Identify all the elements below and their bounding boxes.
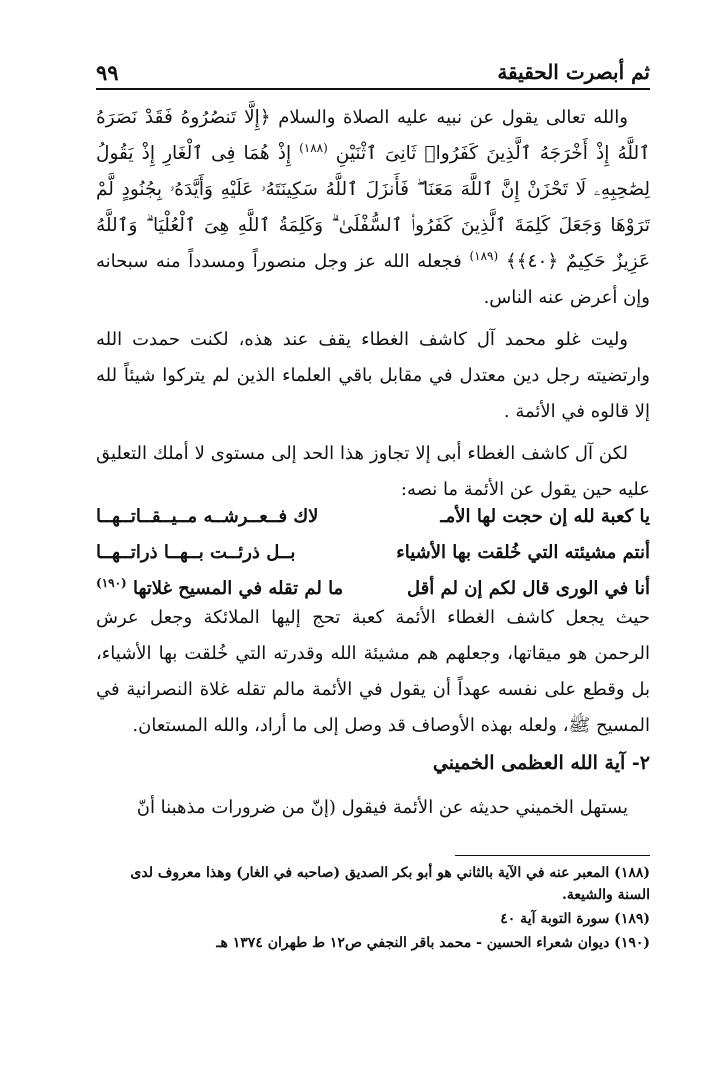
footnote-189: (١٨٩) سورة التوبة آية ٤٠ xyxy=(500,911,650,927)
poem-hemistich-second: لاك فــعــرشــه مــيــقــاتــهــا xyxy=(96,505,319,527)
page-number: ٩٩ xyxy=(96,60,119,85)
quote-tail: فجعله الله عز وجل منصوراً ومسدداً منه سبحانه وإن أعرض عنه الناس. xyxy=(96,251,650,308)
running-title: ثم أبصرت الحقيقة xyxy=(497,60,650,84)
footnote-ref-190[interactable]: (١٩٠) xyxy=(96,575,127,590)
footnotes xyxy=(96,862,650,956)
quran-verse: ﴿إِلَّا تَنصُرُوهُ فَقَدْ نَصَرَهُ ٱللَّهُ إِذْ أَخْرَجَهُ ٱلَّذِينَ كَفَرُوا۟ ثَانِىَ ٱثْنَيْنِ xyxy=(96,107,650,164)
paragraph-quran-quote xyxy=(96,100,650,316)
paragraph-intro-poem: لكن آل كاشف الغطاء أبى إلا تجاوز هذا الحد إلى مستوى لا أملك التعليق عليه حين يقول عن الأئمة ما نصه: xyxy=(96,443,650,500)
main-text-2 xyxy=(96,322,650,514)
main-text-3 xyxy=(96,600,650,750)
poem xyxy=(96,498,650,606)
paragraph-commentary: حيث يجعل كاشف الغطاء الأئمة كعبة تحج إليها الملائكة وجعل عرش الرحمن هو ميقاتها، وجعلهم هم مشيئة الله وقدرته التي خُلقت بها الأشياء، بل وقطع على نفسه عهداً أن يقول في الأئمة مالم تقله غلاة النصرانية في المسيح ﷺ، ولعله بهذه الأوصاف قد وصل إلى ما أراد، والله المستعان. xyxy=(96,607,650,736)
quote-intro: والله تعالى يقول عن نبيه عليه الصلاة والسلام xyxy=(278,107,628,128)
footnote-ref-189[interactable]: (١٨٩) xyxy=(469,249,499,263)
poem-hemistich-first: أنا في الورى قال لكم إن لم أقل xyxy=(406,577,650,599)
page-header xyxy=(96,58,650,90)
poem-hemistich-second xyxy=(96,575,361,599)
paragraph-ghulu: وليت غلو محمد آل كاشف الغطاء يقف عند هذه، لكنت حمدت الله وارتضيته رجل دين معتدل في مقابل باقي العلماء الذين لم يتركوا شيئاً لله إلا قالوه في الأئمة . xyxy=(96,329,650,422)
footnote-188: (١٨٨) المعبر عنه في الآية بالثاني هو أبو بكر الصديق (صاحبه في الغار) وهذا معروف لدى السنة والشيعة. xyxy=(130,865,650,903)
poem-line xyxy=(96,534,650,570)
footnote-190: (١٩٠) ديوان شعراء الحسين - محمد باقر النجفي ص١٢ ط طهران ١٣٧٤ هـ xyxy=(216,935,650,951)
main-text xyxy=(96,100,650,322)
poem-line xyxy=(96,498,650,534)
poem-hemistich-second: بــل ذرئــت بــهــا ذراتــهــا xyxy=(96,541,296,563)
poem-hemistich-text: ما لم تقله في المسيح غلاتها xyxy=(133,577,344,599)
footnote-divider xyxy=(455,855,650,856)
footnote-ref-188[interactable]: (١٨٨) xyxy=(299,141,328,155)
quran-verse-continued: إِذْ هُمَا فِى ٱلْغَارِ إِذْ يَقُولُ لِصَٰحِبِهِۦ لَا تَحْزَنْ إِنَّ ٱللَّهَ مَعَنَا ۖ فَأَنزَلَ ٱللَّهُ سَكِينَتَهُۥ عَلَيْهِ وَأَيَّدَهُۥ بِجُنُودٍ لَّمْ تَرَوْهَا وَجَعَلَ كَلِمَةَ ٱلَّذِينَ كَفَرُوا۟ ٱلسُّفْلَىٰ ۗ وَكَلِمَةُ ٱللَّهِ هِىَ ٱلْعُلْيَا ۗ وَٱللَّهُ عَزِيزٌ حَكِيمٌ ﴿٤٠﴾﴾ xyxy=(96,143,650,272)
poem-hemistich-first: أنتم مشيئته التي خُلقت بها الأشياء xyxy=(396,541,650,563)
section-heading: ٢- آية الله العظمى الخميني xyxy=(432,752,650,774)
paragraph-khomeini: يستهل الخميني حديثه عن الأئمة فيقول (إنّ من ضرورات مذهبنا أنّ xyxy=(136,797,628,818)
poem-hemistich-first: يا كعبة لله إن حجت لها الأمـ xyxy=(440,505,650,527)
